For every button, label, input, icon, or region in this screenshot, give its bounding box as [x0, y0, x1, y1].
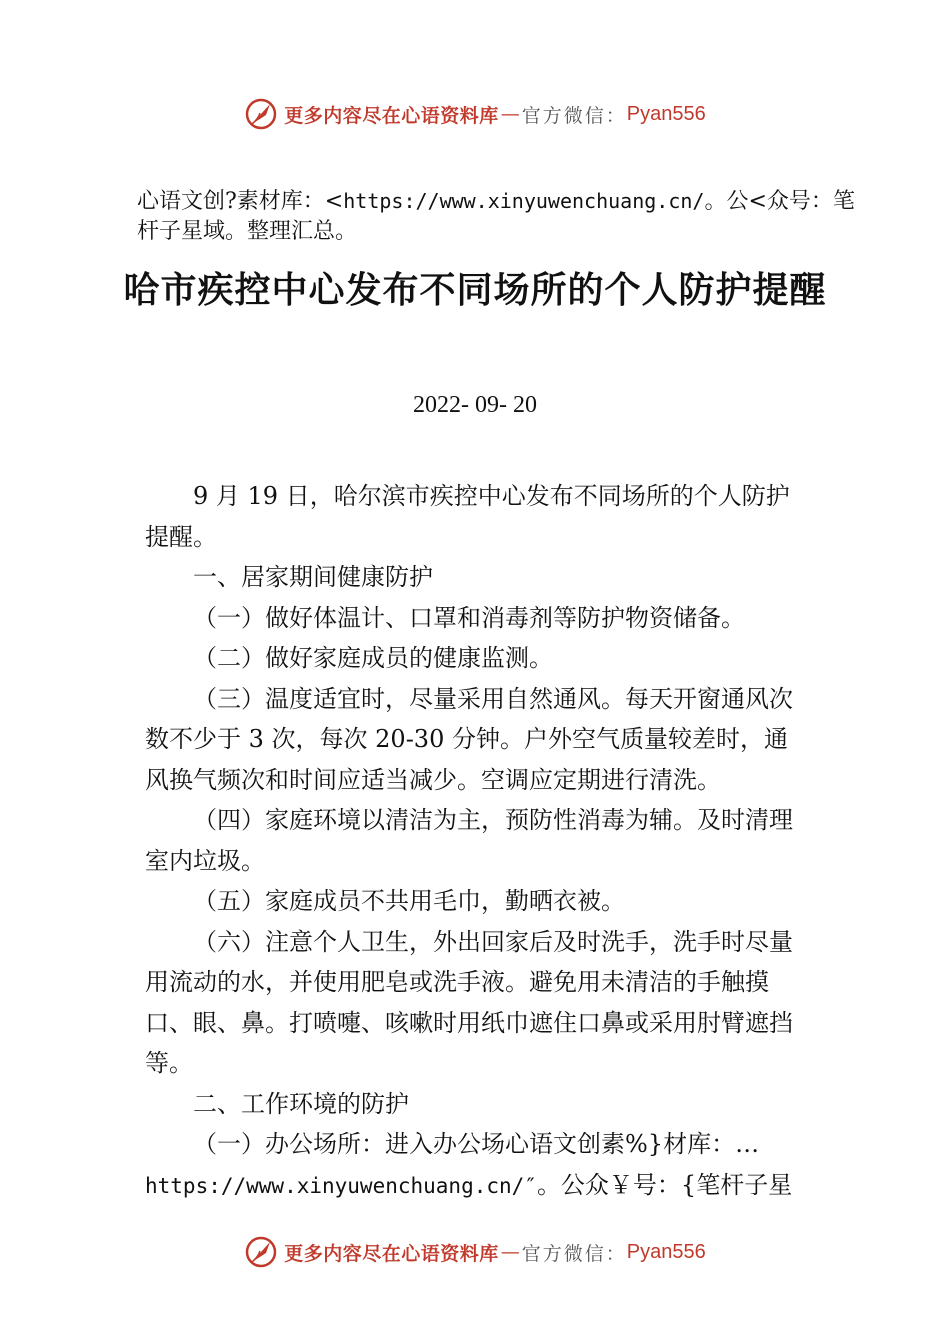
- quill-logo-icon: [244, 1235, 278, 1269]
- paragraph: 9 月 19 日，哈尔滨市疾控中心发布不同场所的个人防护提醒。: [145, 482, 790, 551]
- article-date: 2022- 09- 20: [413, 392, 537, 418]
- paragraph: （六）注意个人卫生，外出回家后及时洗手，洗手时尽量用流动的水，并使用肥皂或洗手液。避免用未清洁的手触摸口、眼、鼻。打喷嚏、咳嗽时用纸巾遮住口鼻或采用肘臂遮挡等。: [145, 927, 793, 1077]
- last-paragraph-prefix: （一）办公场所：进入办公场心语文创素%}材库：…: [193, 1130, 760, 1158]
- last-paragraph-suffix: 。公众￥号：{笔杆子星: [536, 1170, 793, 1199]
- source-note: [137, 186, 857, 247]
- article-body: [145, 476, 810, 1206]
- banner-official-label: 官方微信：: [521, 104, 627, 127]
- banner-official-label: 官方微信：: [521, 1242, 627, 1265]
- footer-banner: [0, 1232, 950, 1272]
- last-paragraph-url-link[interactable]: https://www.xinyuwenchuang.cn/″: [145, 1173, 537, 1198]
- paragraph: （二）做好家庭成员的健康监测。: [193, 644, 553, 672]
- source-prefix: 心语文创?素材库：<: [137, 189, 344, 214]
- source-suffix: 。公<众号：笔杆子星域。整理汇总。: [137, 189, 855, 244]
- section-heading: 二、工作环境的防护: [193, 1089, 409, 1118]
- banner-wechat-id: Pyan556: [626, 1240, 706, 1263]
- paragraph: （一）做好体温计、口罩和消毒剂等防护物资储备。: [193, 603, 745, 632]
- paragraph-last: [145, 1124, 810, 1206]
- source-url-link[interactable]: https://www.xinyuwenchuang.cn/: [343, 189, 705, 213]
- banner-wechat-id: Pyan556: [626, 102, 706, 125]
- banner-separator: —: [500, 1241, 520, 1263]
- banner-brand: 更多内容尽在心语资料库: [284, 104, 499, 127]
- paragraph: （五）家庭成员不共用毛巾，勤晒衣被。: [193, 887, 625, 915]
- section-heading: 一、居家期间健康防护: [193, 563, 433, 591]
- banner-brand: 更多内容尽在心语资料库: [284, 1242, 499, 1265]
- paragraph: （三）温度适宜时，尽量采用自然通风。每天开窗通风次数不少于 3 次，每次 20-30 分钟。户外空气质量较差时，通风换气频次和时间应适当减少。空调应定期进行清洗。: [145, 684, 793, 794]
- paragraph: （四）家庭环境以清洁为主，预防性消毒为辅。及时清理室内垃圾。: [145, 806, 793, 875]
- article-title: 哈市疾控中心发布不同场所的个人防护提醒: [123, 269, 827, 311]
- banner-separator: —: [500, 103, 520, 125]
- quill-logo-icon: [244, 97, 278, 131]
- header-banner: [0, 94, 950, 134]
